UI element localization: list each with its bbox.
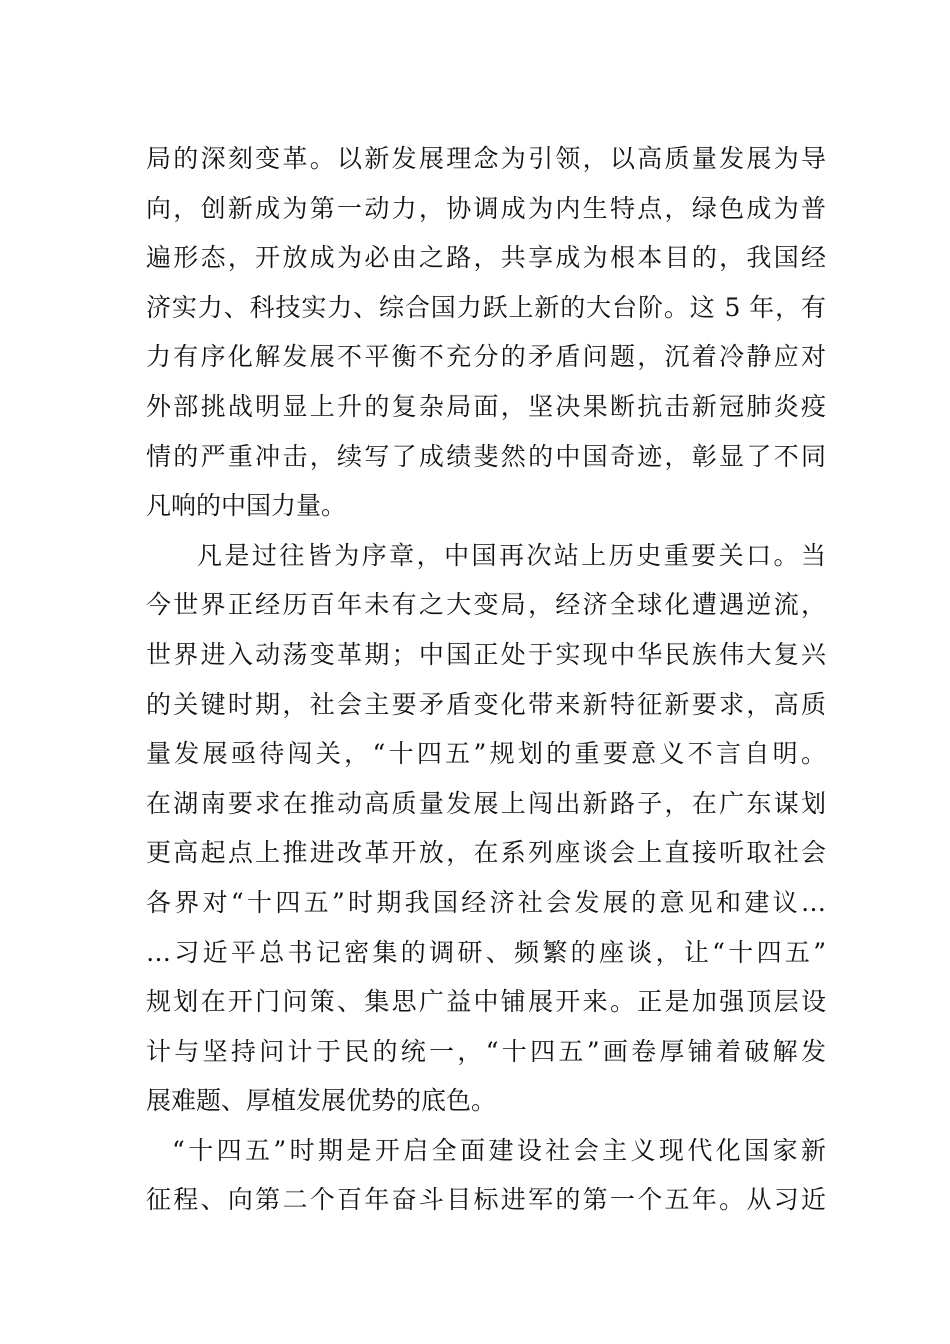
body-text <box>146 134 826 1225</box>
text-line: 情的严重冲击，续写了成绩斐然的中国奇迹，彰显了不同 <box>146 441 826 471</box>
text-line: 在湖南要求在推动高质量发展上闯出新路子，在广东谋划 <box>146 788 826 818</box>
paragraph-2 <box>146 531 826 1126</box>
text-line: “十四五”时期是开启全面建设社会主义现代化国家新 <box>172 1135 826 1165</box>
text-line: 凡响的中国力量。 <box>146 491 347 521</box>
text-line: 力有序化解发展不平衡不充分的矛盾问题，沉着冷静应对 <box>146 342 826 372</box>
text-line: 世界进入动荡变革期；中国正处于实现中华民族伟大复兴 <box>146 639 826 669</box>
text-line: 更高起点上推进改革开放，在系列座谈会上直接听取社会 <box>146 838 826 868</box>
text-line: 征程、向第二个百年奋斗目标进军的第一个五年。从习近 <box>146 1185 826 1215</box>
text-line: 各界对“十四五”时期我国经济社会发展的意见和建议… <box>146 887 826 917</box>
text-line: 凡是过往皆为序章，中国再次站上历史重要关口。当 <box>197 540 826 570</box>
text-line: 计与坚持问计于民的统一，“十四五”画卷厚铺着破解发 <box>146 1036 826 1066</box>
text-line: 向，创新成为第一动力，协调成为内生特点，绿色成为普 <box>146 193 826 223</box>
text-line: 展难题、厚植发展优势的底色。 <box>146 1086 497 1116</box>
text-line: 规划在开门问策、集思广益中铺展开来。正是加强顶层设 <box>146 987 826 1017</box>
text-line: 济实力、科技实力、综合国力跃上新的大台阶。这 5 年，有 <box>146 292 826 322</box>
paragraph-1 <box>146 134 826 531</box>
text-line: …习近平总书记密集的调研、频繁的座谈，让“十四五” <box>146 937 826 967</box>
text-line: 遍形态，开放成为必由之路，共享成为根本目的，我国经 <box>146 243 826 273</box>
text-line: 局的深刻变革。以新发展理念为引领，以高质量发展为导 <box>146 144 826 173</box>
text-line: 量发展亟待闯关，“十四五”规划的重要意义不言自明。 <box>146 739 826 769</box>
text-line: 外部挑战明显上升的复杂局面，坚决果断抗击新冠肺炎疫 <box>146 391 826 421</box>
text-line: 的关键时期，社会主要矛盾变化带来新特征新要求，高质 <box>146 689 826 719</box>
text-line: 今世界正经历百年未有之大变局，经济全球化遭遇逆流， <box>146 590 826 620</box>
paragraph-3 <box>146 1126 826 1225</box>
